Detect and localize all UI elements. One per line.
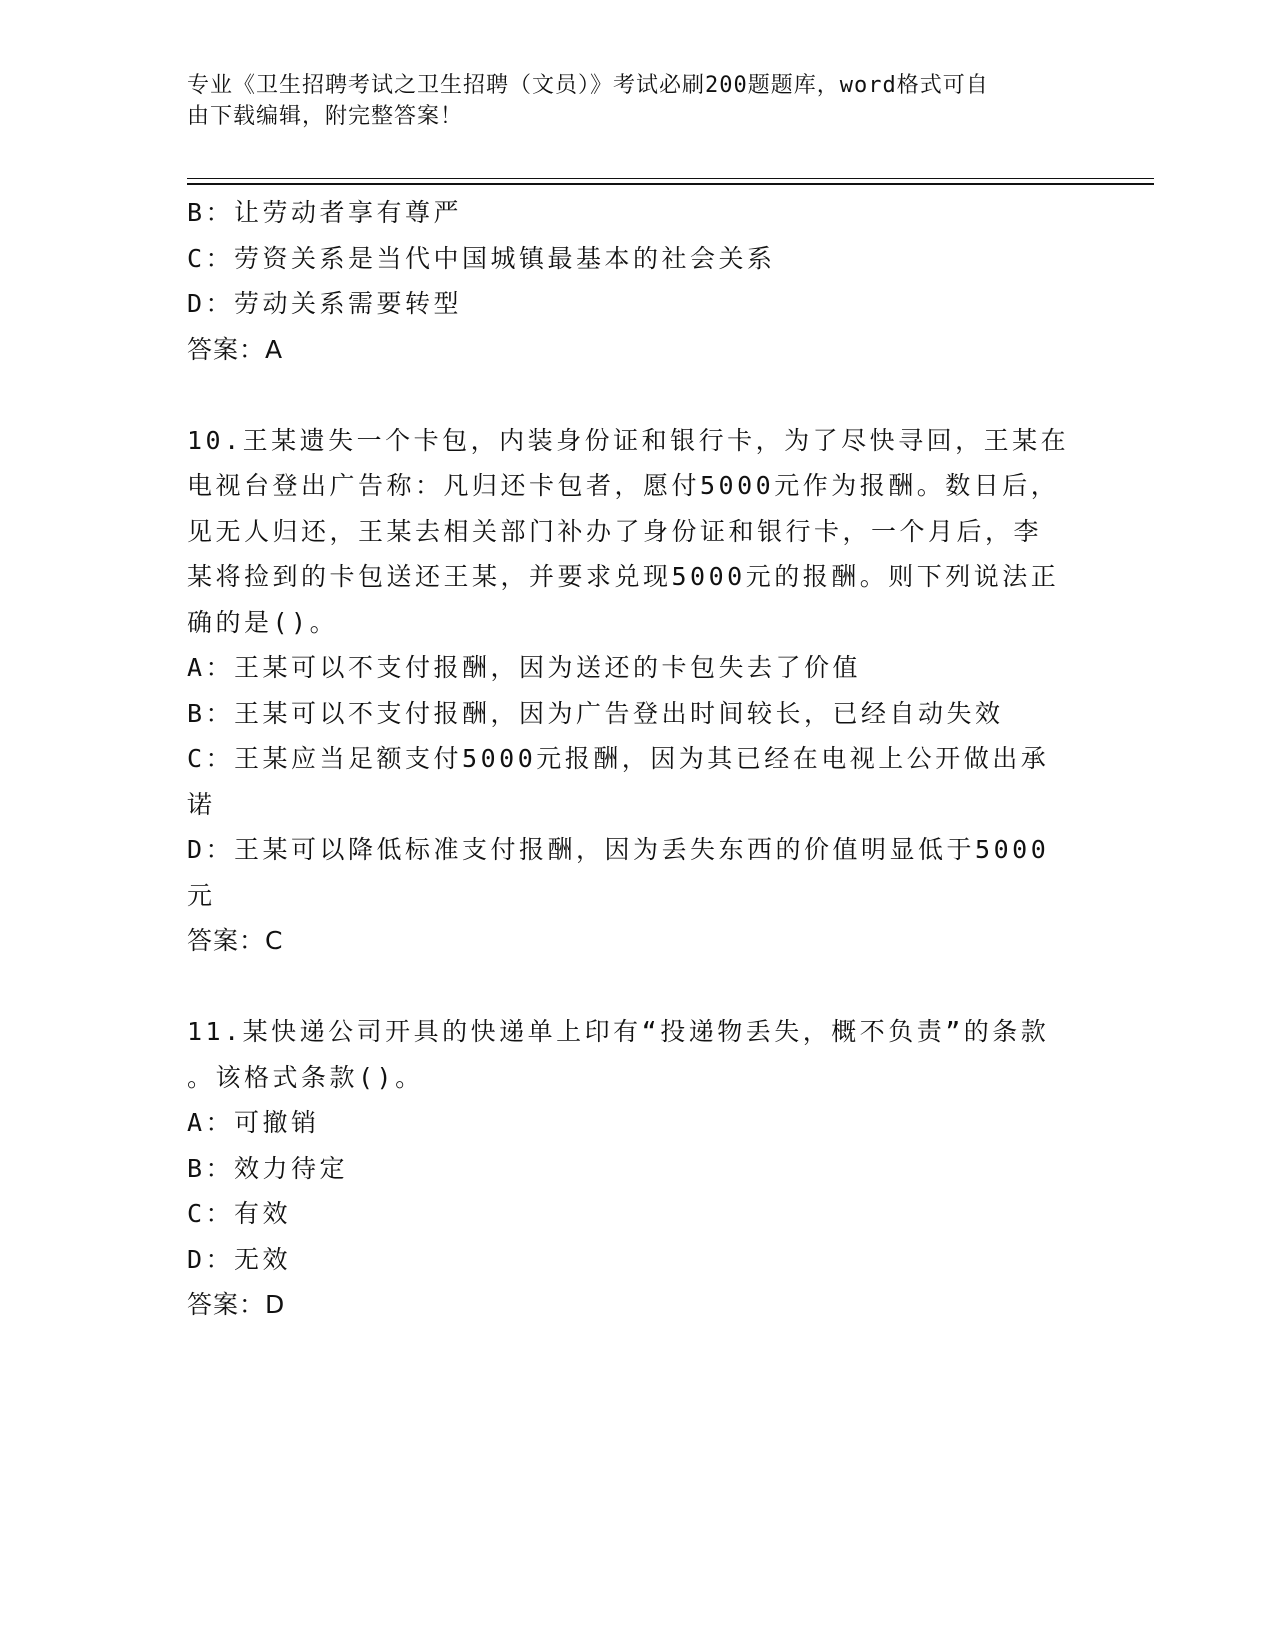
option-c: C：王某应当足额支付5000元报酬，因为其已经在电视上公开做出承 [187, 744, 1050, 773]
prev-question [187, 190, 1077, 372]
document-body [187, 190, 1077, 1328]
header-divider-thick [187, 183, 1154, 185]
option-d: D：王某可以降低标准支付报酬，因为丢失东西的价值明显低于5000 [187, 835, 1050, 864]
option-d: D：劳动关系需要转型 [187, 289, 463, 318]
question-stem-line: 10.王某遗失一个卡包，内装身份证和银行卡，为了尽快寻回，王某在 [187, 425, 1070, 455]
option-a: A：王某可以不支付报酬，因为送还的卡包失去了价值 [187, 653, 862, 682]
spacer [187, 964, 1077, 1010]
question-stem-line: 确的是()。 [187, 607, 339, 637]
spacer [187, 372, 1077, 418]
question-stem-line: 。该格式条款()。 [187, 1062, 424, 1092]
header-line-1: 专业《卫生招聘考试之卫生招聘（文员）》考试必刷200题题库，word格式可自 [187, 73, 989, 98]
answer-line: 答案：D [187, 1290, 286, 1319]
header-line-2: 由下载编辑，附完整答案！ [187, 104, 464, 129]
option-d-continued: 元 [187, 880, 216, 910]
option-c-continued: 诺 [187, 789, 216, 819]
option-a: A：可撤销 [187, 1108, 320, 1137]
option-b: B：让劳动者享有尊严 [187, 198, 463, 227]
answer-line: 答案：A [187, 334, 284, 364]
option-c: C：有效 [187, 1199, 292, 1228]
question-stem-line: 电视台登出广告称：凡归还卡包者，愿付5000元作为报酬。数日后， [187, 471, 1060, 500]
answer-line: 答案：C [187, 926, 284, 955]
question-stem-line: 某将捡到的卡包送还王某，并要求兑现5000元的报酬。则下列说法正 [187, 562, 1060, 591]
question-10 [187, 418, 1077, 964]
header-divider-thin [187, 178, 1154, 179]
question-stem-line: 11.某快递公司开具的快递单上印有“投递物丢失，概不负责”的条款 [187, 1017, 1050, 1046]
option-b: B：王某可以不支付报酬，因为广告登出时间较长，已经自动失效 [187, 698, 1004, 728]
option-d: D：无效 [187, 1244, 292, 1274]
option-b: B：效力待定 [187, 1153, 349, 1183]
document-header [187, 70, 1067, 132]
option-c: C：劳资关系是当代中国城镇最基本的社会关系 [187, 243, 776, 273]
question-stem-line: 见无人归还，王某去相关部门补办了身份证和银行卡，一个月后，李 [187, 516, 1043, 546]
question-11 [187, 1009, 1077, 1328]
